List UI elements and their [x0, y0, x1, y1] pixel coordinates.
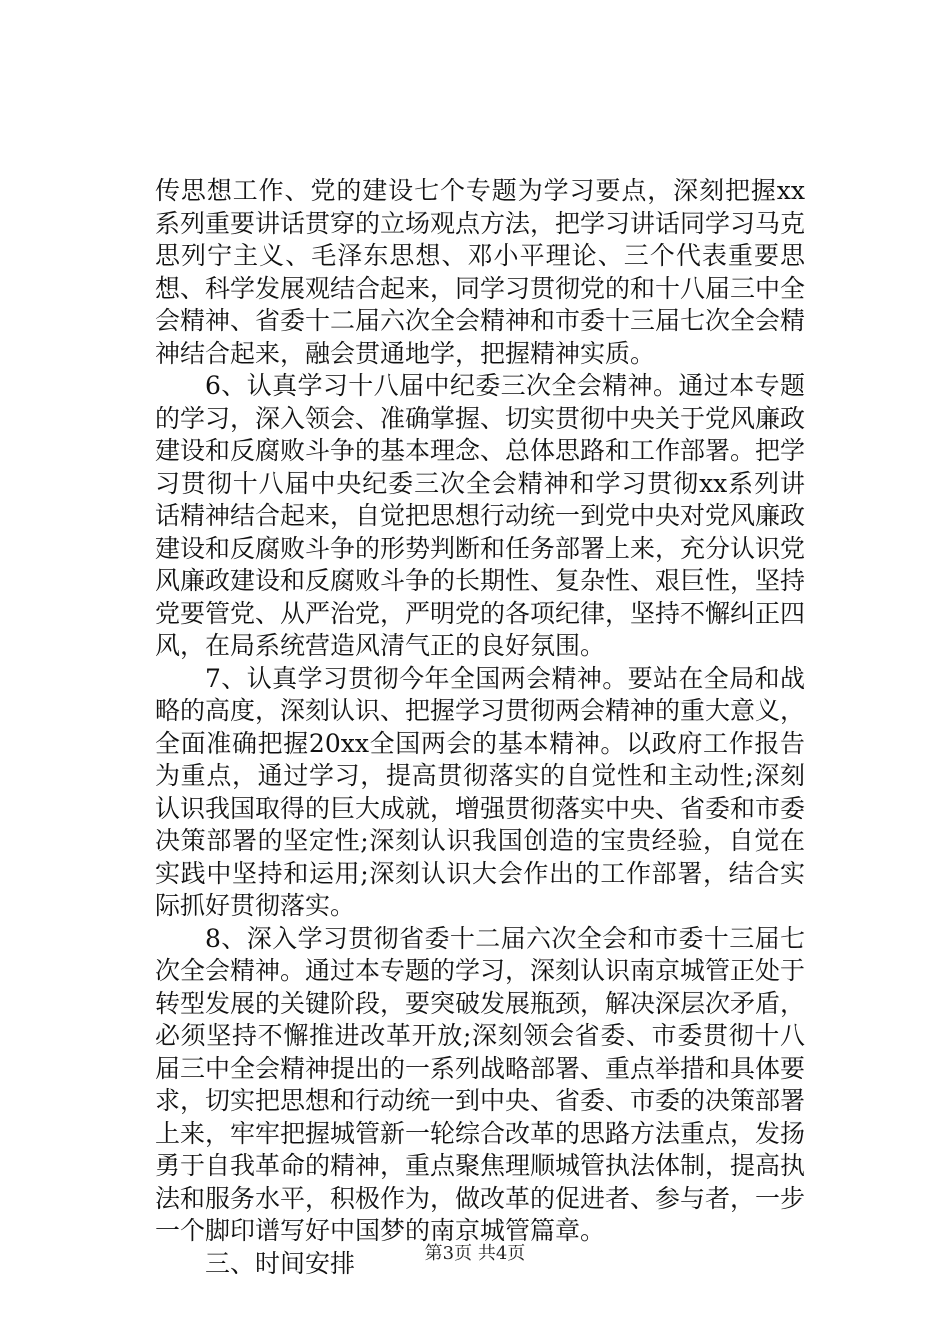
document-body — [155, 175, 805, 1280]
paragraph-item-7: 7、认真学习贯彻今年全国两会精神。要站在全局和战略的高度，深刻认识、把握学习贯彻两会精神的重大意义，全面准确把握20xx全国两会的基本精神。以政府工作报告为重点，通过学习，提高贯彻落实的自觉性和主动性;深刻认识我国取得的巨大成就，增强贯彻落实中央、省委和市委决策部署的坚定性;深刻认识我国创造的宝贵经验，自觉在实践中坚持和运用;深刻认识大会作出的工作部署，结合实际抓好贯彻落实。 — [155, 663, 806, 920]
paragraph-item-8: 8、深入学习贯彻省委十二届六次全会和市委十三届七次全会精神。通过本专题的学习，深刻认识南京城管正处于转型发展的关键阶段，要突破发展瓶颈，解决深层次矛盾，必须坚持不懈推进改革开放;深刻领会省委、市委贯彻十八届三中全会精神提出的一系列战略部署、重点举措和具体要求，切实把思想和行动统一到中央、省委、市委的决策部署上来，牢牢把握城管新一轮综合改革的思路方法重点，发扬勇于自我革命的精神，重点聚焦理顺城管执法体制，提高执法和服务水平，积极作为，做改革的促进者、参与者，一步一个脚印谱写好中国梦的南京城管篇章。 — [155, 923, 806, 1245]
paragraph-continuation: 传思想工作、党的建设七个专题为学习要点，深刻把握xx系列重要讲话贯穿的立场观点方法，把学习讲话同学习马克思列宁主义、毛泽东思想、邓小平理论、三个代表重要思想、科学发展观结合起来，同学习贯彻党的和十八届三中全会精神、省委十二届六次全会精神和市委十三届七次全会精神结合起来，融会贯通地学，把握精神实质。 — [155, 176, 806, 368]
page-number-footer: 第3页 共4页 — [424, 1243, 526, 1264]
section-heading-schedule: 三、时间安排 — [205, 1248, 356, 1278]
paragraph-item-6: 6、认真学习十八届中纪委三次全会精神。通过本专题的学习，深入领会、准确掌握、切实贯彻中央关于党风廉政建设和反腐败斗争的基本理念、总体思路和工作部署。把学习贯彻十八届中央纪委三次全会精神和学习贯彻xx系列讲话精神结合起来，自觉把思想行动统一到党中央对党风廉政建设和反腐败斗争的形势判断和任务部署上来，充分认识党风廉政建设和反腐败斗争的长期性、复杂性、艰巨性，坚持党要管党、从严治党，严明党的各项纪律，坚持不懈纠正四风，在局系统营造风清气正的良好氛围。 — [155, 371, 806, 660]
